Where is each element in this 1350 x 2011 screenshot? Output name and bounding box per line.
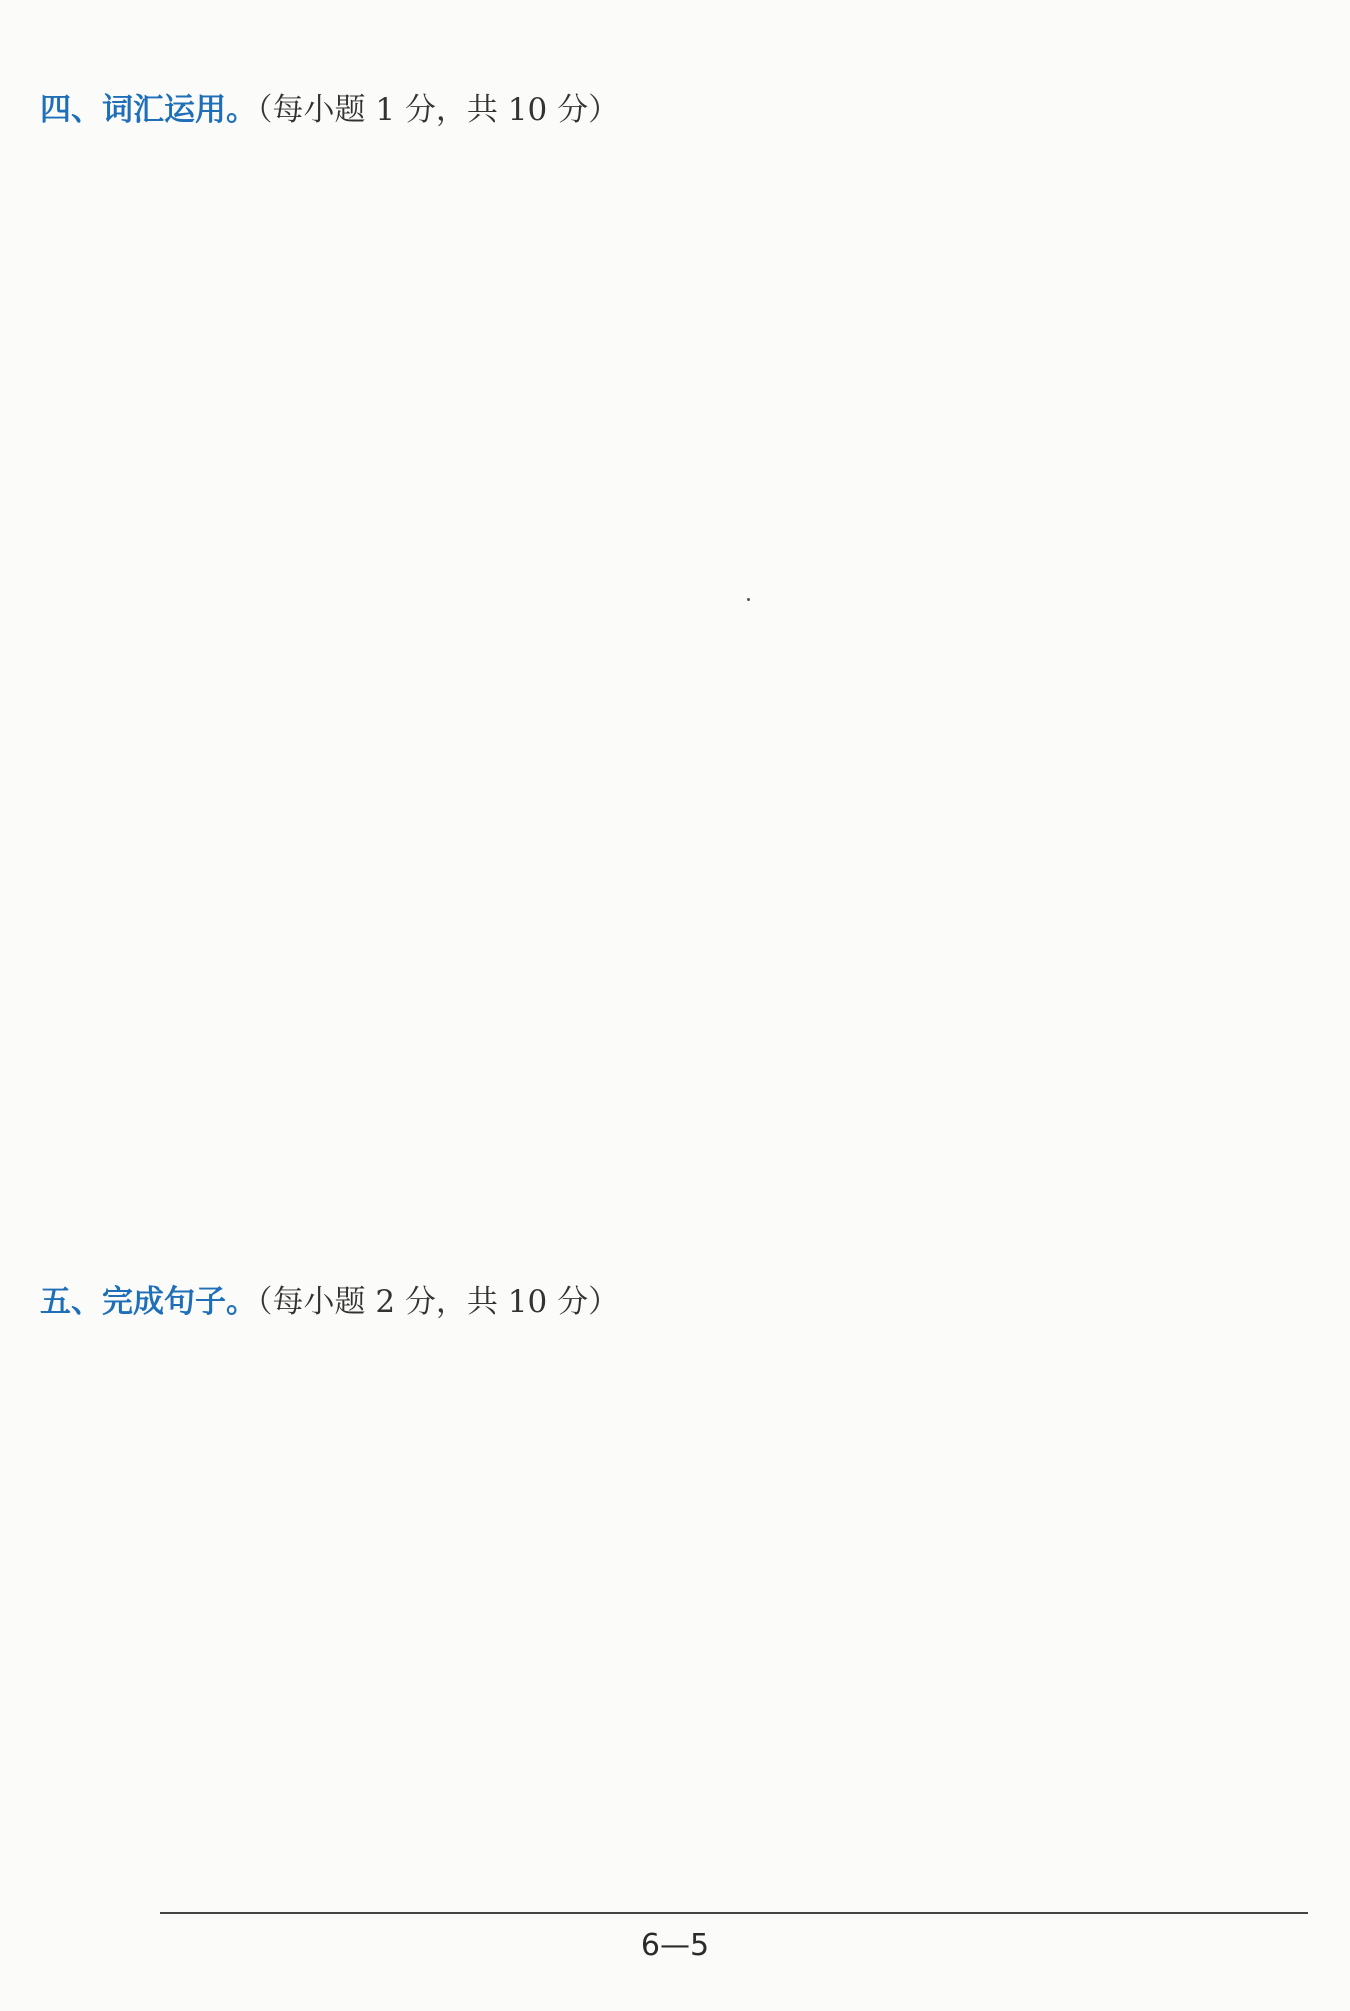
section-5-title: 五、完成句子。 <box>40 1284 257 1320</box>
section-5-heading <box>40 1282 619 1322</box>
section-5-score: （每小题 2 分，共 10 分） <box>257 1284 620 1320</box>
section-4-title: 四、词汇运用。 <box>40 92 257 128</box>
stray-dot <box>747 598 750 601</box>
section-4-score: （每小题 1 分，共 10 分） <box>257 92 620 128</box>
section-4-heading <box>40 90 619 130</box>
page-number: 6—5 <box>640 1928 710 1963</box>
footer-rule <box>160 1912 1308 1914</box>
